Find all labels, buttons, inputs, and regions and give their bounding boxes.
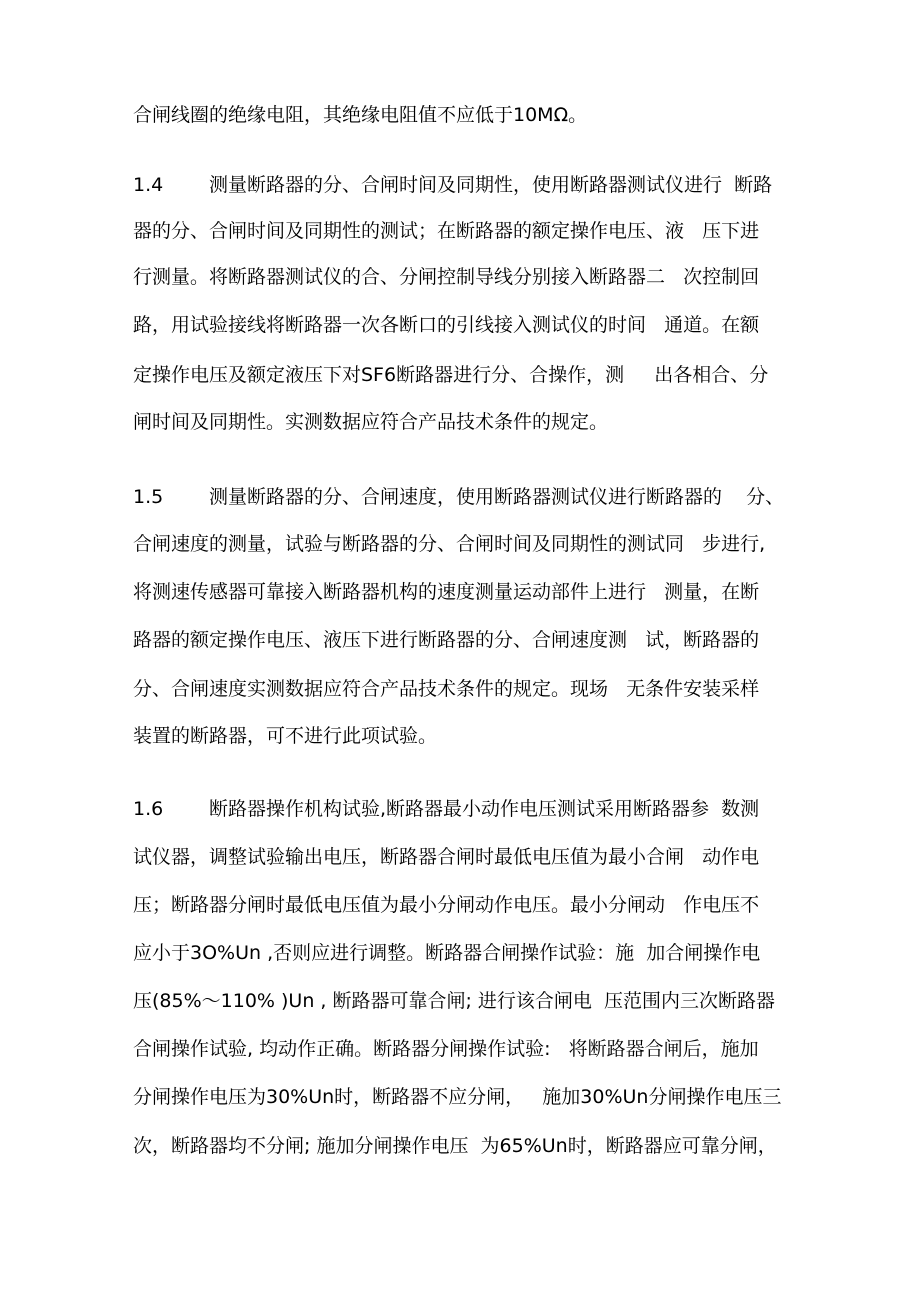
section-1-6-line: 试仪器，调整试验输出电压，断路器合闸时最低电压值为最小合闸 动作电	[133, 846, 760, 868]
section-1-4-line: 闸时间及同期性。实测数据应符合产品技术条件的规定。	[133, 411, 609, 433]
section-1-5-line: 测量断路器的分、合闸速度，使用断路器测试仪进行断路器的 分、	[209, 486, 785, 508]
section-1-4-line: 定操作电压及额定液压下对SF6断路器进行分、合操作，测 出各相合、分	[133, 364, 769, 386]
section-1-6-line: 压(85%～110% )Un , 断路器可靠合闸; 进行该合闸电 压范围内三次断路器	[133, 990, 776, 1012]
section-1-6-line: 压；断路器分闸时最低电压值为最小分闸动作电压。最小分闸动 作电压不	[133, 894, 760, 916]
section-1-6-line: 次，断路器均不分闸; 施加分闸操作电压 为65%Un时，断路器应可靠分闸，	[133, 1135, 777, 1157]
section-1-6-line: 断路器操作机构试验,断路器最小动作电压测试采用断路器参 数测	[209, 798, 760, 820]
section-1-4-line: 测量断路器的分、合闸时间及同期性，使用断路器测试仪进行 断路	[209, 174, 773, 196]
section-1-5-line: 路器的额定操作电压、液压下进行断路器的分、合闸速度测 试，断路器的	[133, 629, 760, 651]
section-1-6-line: 分闸操作电压为30%Un时，断路器不应分闸， 施加30%Un分闸操作电压三	[133, 1086, 782, 1108]
section-1-6-line: 应小于3O%Un ,否则应进行调整。断路器合闸操作试验：施 加合闸操作电	[133, 942, 761, 964]
section-1-6-line: 合闸操作试验, 均动作正确。断路器分闸操作试验: 将断路器合闸后，施加	[133, 1038, 759, 1060]
section-1-5-line: 装置的断路器，可不进行此项试验。	[133, 725, 438, 747]
section-1-5-line: 合闸速度的测量，试验与断路器的分、合闸时间及同期性的测试同 步进行,	[133, 533, 766, 555]
section-1-4-line: 器的分、合闸时间及同期性的测试；在断路器的额定操作电压、液 压下进	[133, 220, 760, 242]
section-1-5-line: 将测速传感器可靠接入断路器机构的速度测量运动部件上进行 测量，在断	[133, 581, 760, 603]
section-1-4-line: 行测量。将断路器测试仪的合、分闸控制导线分别接入断路器二 次控制回	[133, 266, 760, 288]
section-number-1-5: 1.5	[133, 486, 164, 508]
section-number-1-4: 1.4	[133, 174, 164, 196]
section-1-4-line: 路，用试验接线将断路器一次各断口的引线接入测试仪的时间 通道。在额	[133, 314, 760, 336]
intro-line: 合闸线圈的绝缘电阻，其绝缘电阻值不应低于10MΩ。	[133, 104, 588, 126]
section-number-1-6: 1.6	[133, 798, 164, 820]
section-1-5-line: 分、合闸速度实测数据应符合产品技术条件的规定。现场 无条件安装采样	[133, 678, 760, 700]
